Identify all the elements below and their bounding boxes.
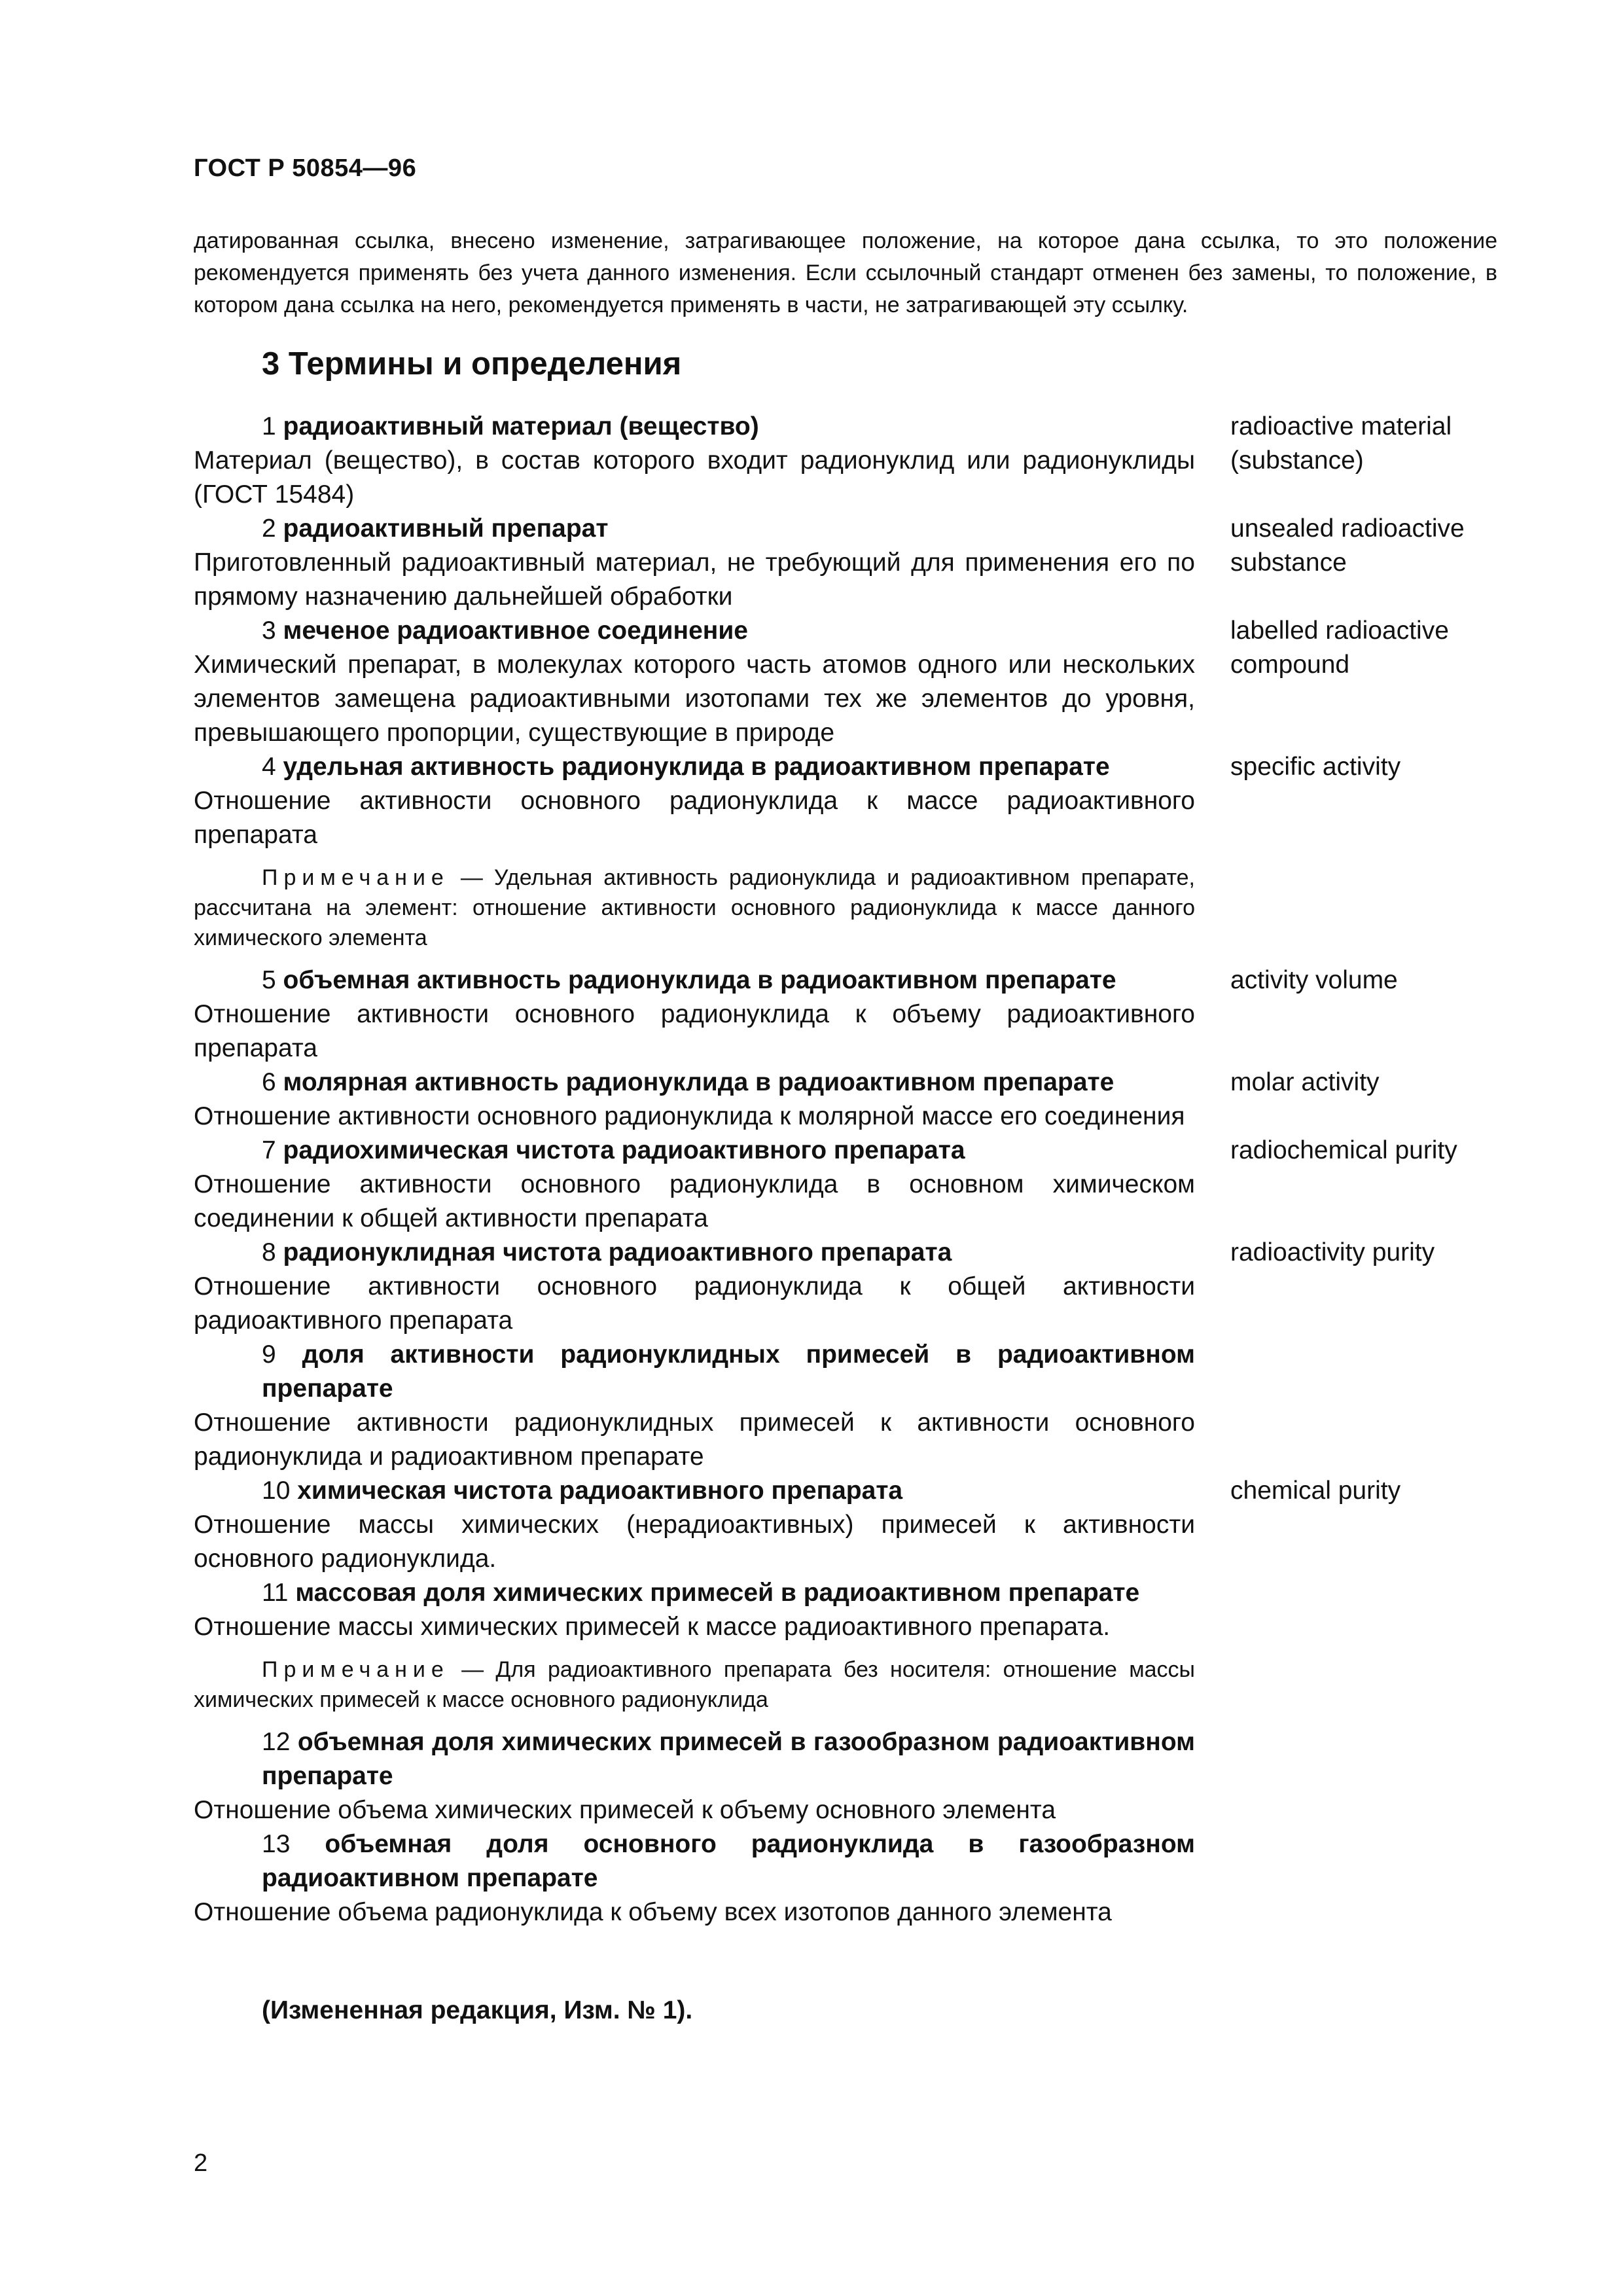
term-definition: Отношение активности основного радионуклида к объему радиоактивного препарата <box>194 1000 1195 1062</box>
document-header: ГОСТ Р 50854—96 <box>194 154 417 182</box>
term-number: 11 <box>262 1579 289 1607</box>
term-definition: Отношение объема химических примесей к объему основного элемента <box>194 1796 1056 1824</box>
term-english: chemical purity <box>1230 1477 1401 1505</box>
term-entry <box>194 1134 1503 1236</box>
term-number: 10 <box>262 1477 291 1505</box>
term-entry <box>194 963 1503 1066</box>
term-english: specific activity <box>1230 753 1401 781</box>
term-name: химическая чистота радиоактивного препарата <box>297 1477 903 1505</box>
note-text: — Для радиоактивного препарата без носителя: отношение массы химических примесей к массе основного радионуклида <box>194 1657 1195 1712</box>
term-english: radiochemical purity <box>1230 1136 1457 1164</box>
term-definition: Отношение массы химических примесей к массе радиоактивного препарата. <box>194 1613 1111 1641</box>
term-definition: Отношение активности основного радионуклида к общей активности радиоактивного препарата <box>194 1272 1195 1335</box>
terms-list <box>194 410 1503 1929</box>
term-definition: Отношение массы химических (нерадиоактивных) примесей к активности основного радионуклида. <box>194 1511 1195 1573</box>
term-english: molar activity <box>1230 1068 1380 1096</box>
note-text: — Удельная активность радионуклида и радиоактивном препарате, рассчитана на элемент: отношение активности основного радионуклида к массе данного химического элемента <box>194 865 1195 950</box>
term-definition: Отношение активности основного радионуклида в основном химическом соединении к общей активности препарата <box>194 1170 1195 1232</box>
note-term-4 <box>194 863 1195 953</box>
term-english: radioactive material (substance) <box>1230 412 1452 475</box>
term-english: unsealed radioactive substance <box>1230 514 1465 577</box>
term-name: объемная доля основного радионуклида в газообразном радиоактивном препарате <box>262 1830 1195 1892</box>
term-name: радиоактивный материал (вещество) <box>283 412 759 440</box>
term-name: радиоактивный препарат <box>283 514 609 543</box>
term-name: удельная активность радионуклида в радиоактивном препарате <box>283 753 1110 781</box>
term-name: меченое радиоактивное соединение <box>283 617 748 645</box>
term-number: 6 <box>262 1068 276 1096</box>
page-number: 2 <box>194 2149 208 2177</box>
term-entry <box>194 1725 1503 1827</box>
term-entry <box>194 1827 1503 1929</box>
term-number: 9 <box>262 1340 276 1369</box>
term-entry <box>194 410 1503 512</box>
term-definition: Материал (вещество), в состав которого входит радионуклид или радионуклиды (ГОСТ 15484) <box>194 446 1195 509</box>
term-number: 2 <box>262 514 276 543</box>
term-name: доля активности радионуклидных примесей в радиоактивном препарате <box>262 1340 1195 1403</box>
term-number: 8 <box>262 1238 276 1266</box>
note-term-11 <box>194 1655 1195 1715</box>
term-definition: Отношение активности радионуклидных примесей к активности основного радионуклида и радиоактивном препарате <box>194 1408 1195 1471</box>
term-definition: Отношение активности основного радионуклида к молярной массе его соединения <box>194 1102 1185 1130</box>
term-definition: Отношение объема радионуклида к объему всех изотопов данного элемента <box>194 1898 1112 1926</box>
term-english: activity volume <box>1230 966 1398 994</box>
note-label: Примечание <box>262 1657 450 1682</box>
term-definition: Приготовленный радиоактивный материал, не требующий для применения его по прямому назначению дальнейшей обработки <box>194 548 1195 611</box>
term-definition: Отношение активности основного радионуклида к массе радиоактивного препарата <box>194 787 1195 849</box>
term-number: 1 <box>262 412 276 440</box>
term-entry <box>194 1474 1503 1576</box>
term-name: радиохимическая чистота радиоактивного препарата <box>283 1136 965 1164</box>
term-number: 5 <box>262 966 276 994</box>
term-number: 7 <box>262 1136 276 1164</box>
term-entry <box>194 512 1503 614</box>
term-entry <box>194 750 1503 852</box>
term-number: 13 <box>262 1830 291 1858</box>
note-label: Примечание <box>262 865 450 890</box>
term-entry <box>194 1338 1503 1474</box>
term-entry <box>194 614 1503 750</box>
term-entry <box>194 1576 1503 1644</box>
amendment-note: (Измененная редакция, Изм. № 1). <box>262 1996 693 2024</box>
term-name: объемная доля химических примесей в газообразном радиоактивном препарате <box>262 1728 1195 1790</box>
term-name: молярная активность радионуклида в радиоактивном препарате <box>283 1068 1115 1096</box>
intro-paragraph: датированная ссылка, внесено изменение, затрагивающее положение, на которое дана ссылка, то это положение рекомендуется применять без учета данного изменения. Если ссылочный стандарт отменен без замены, то положение, в котором дана ссылка на него, рекомендуется применять в части, не затрагивающей эту ссылку. <box>194 228 1497 317</box>
term-entry <box>194 1236 1503 1338</box>
term-number: 3 <box>262 617 276 645</box>
term-entry <box>194 1066 1503 1134</box>
term-name: радионуклидная чистота радиоактивного препарата <box>283 1238 952 1266</box>
term-name: объемная активность радионуклида в радиоактивном препарате <box>283 966 1116 994</box>
term-english: radioactivity purity <box>1230 1238 1435 1266</box>
term-definition: Химический препарат, в молекулах которого часть атомов одного или нескольких элементов замещена радиоактивными изотопами тех же элементов до уровня, превышающего пропорции, существующие в природе <box>194 651 1195 747</box>
term-name: массовая доля химических примесей в радиоактивном препарате <box>295 1579 1140 1607</box>
section-title: 3 Термины и определения <box>262 346 682 382</box>
term-number: 12 <box>262 1728 291 1756</box>
term-english: labelled radioactive compound <box>1230 617 1449 679</box>
term-number: 4 <box>262 753 276 781</box>
